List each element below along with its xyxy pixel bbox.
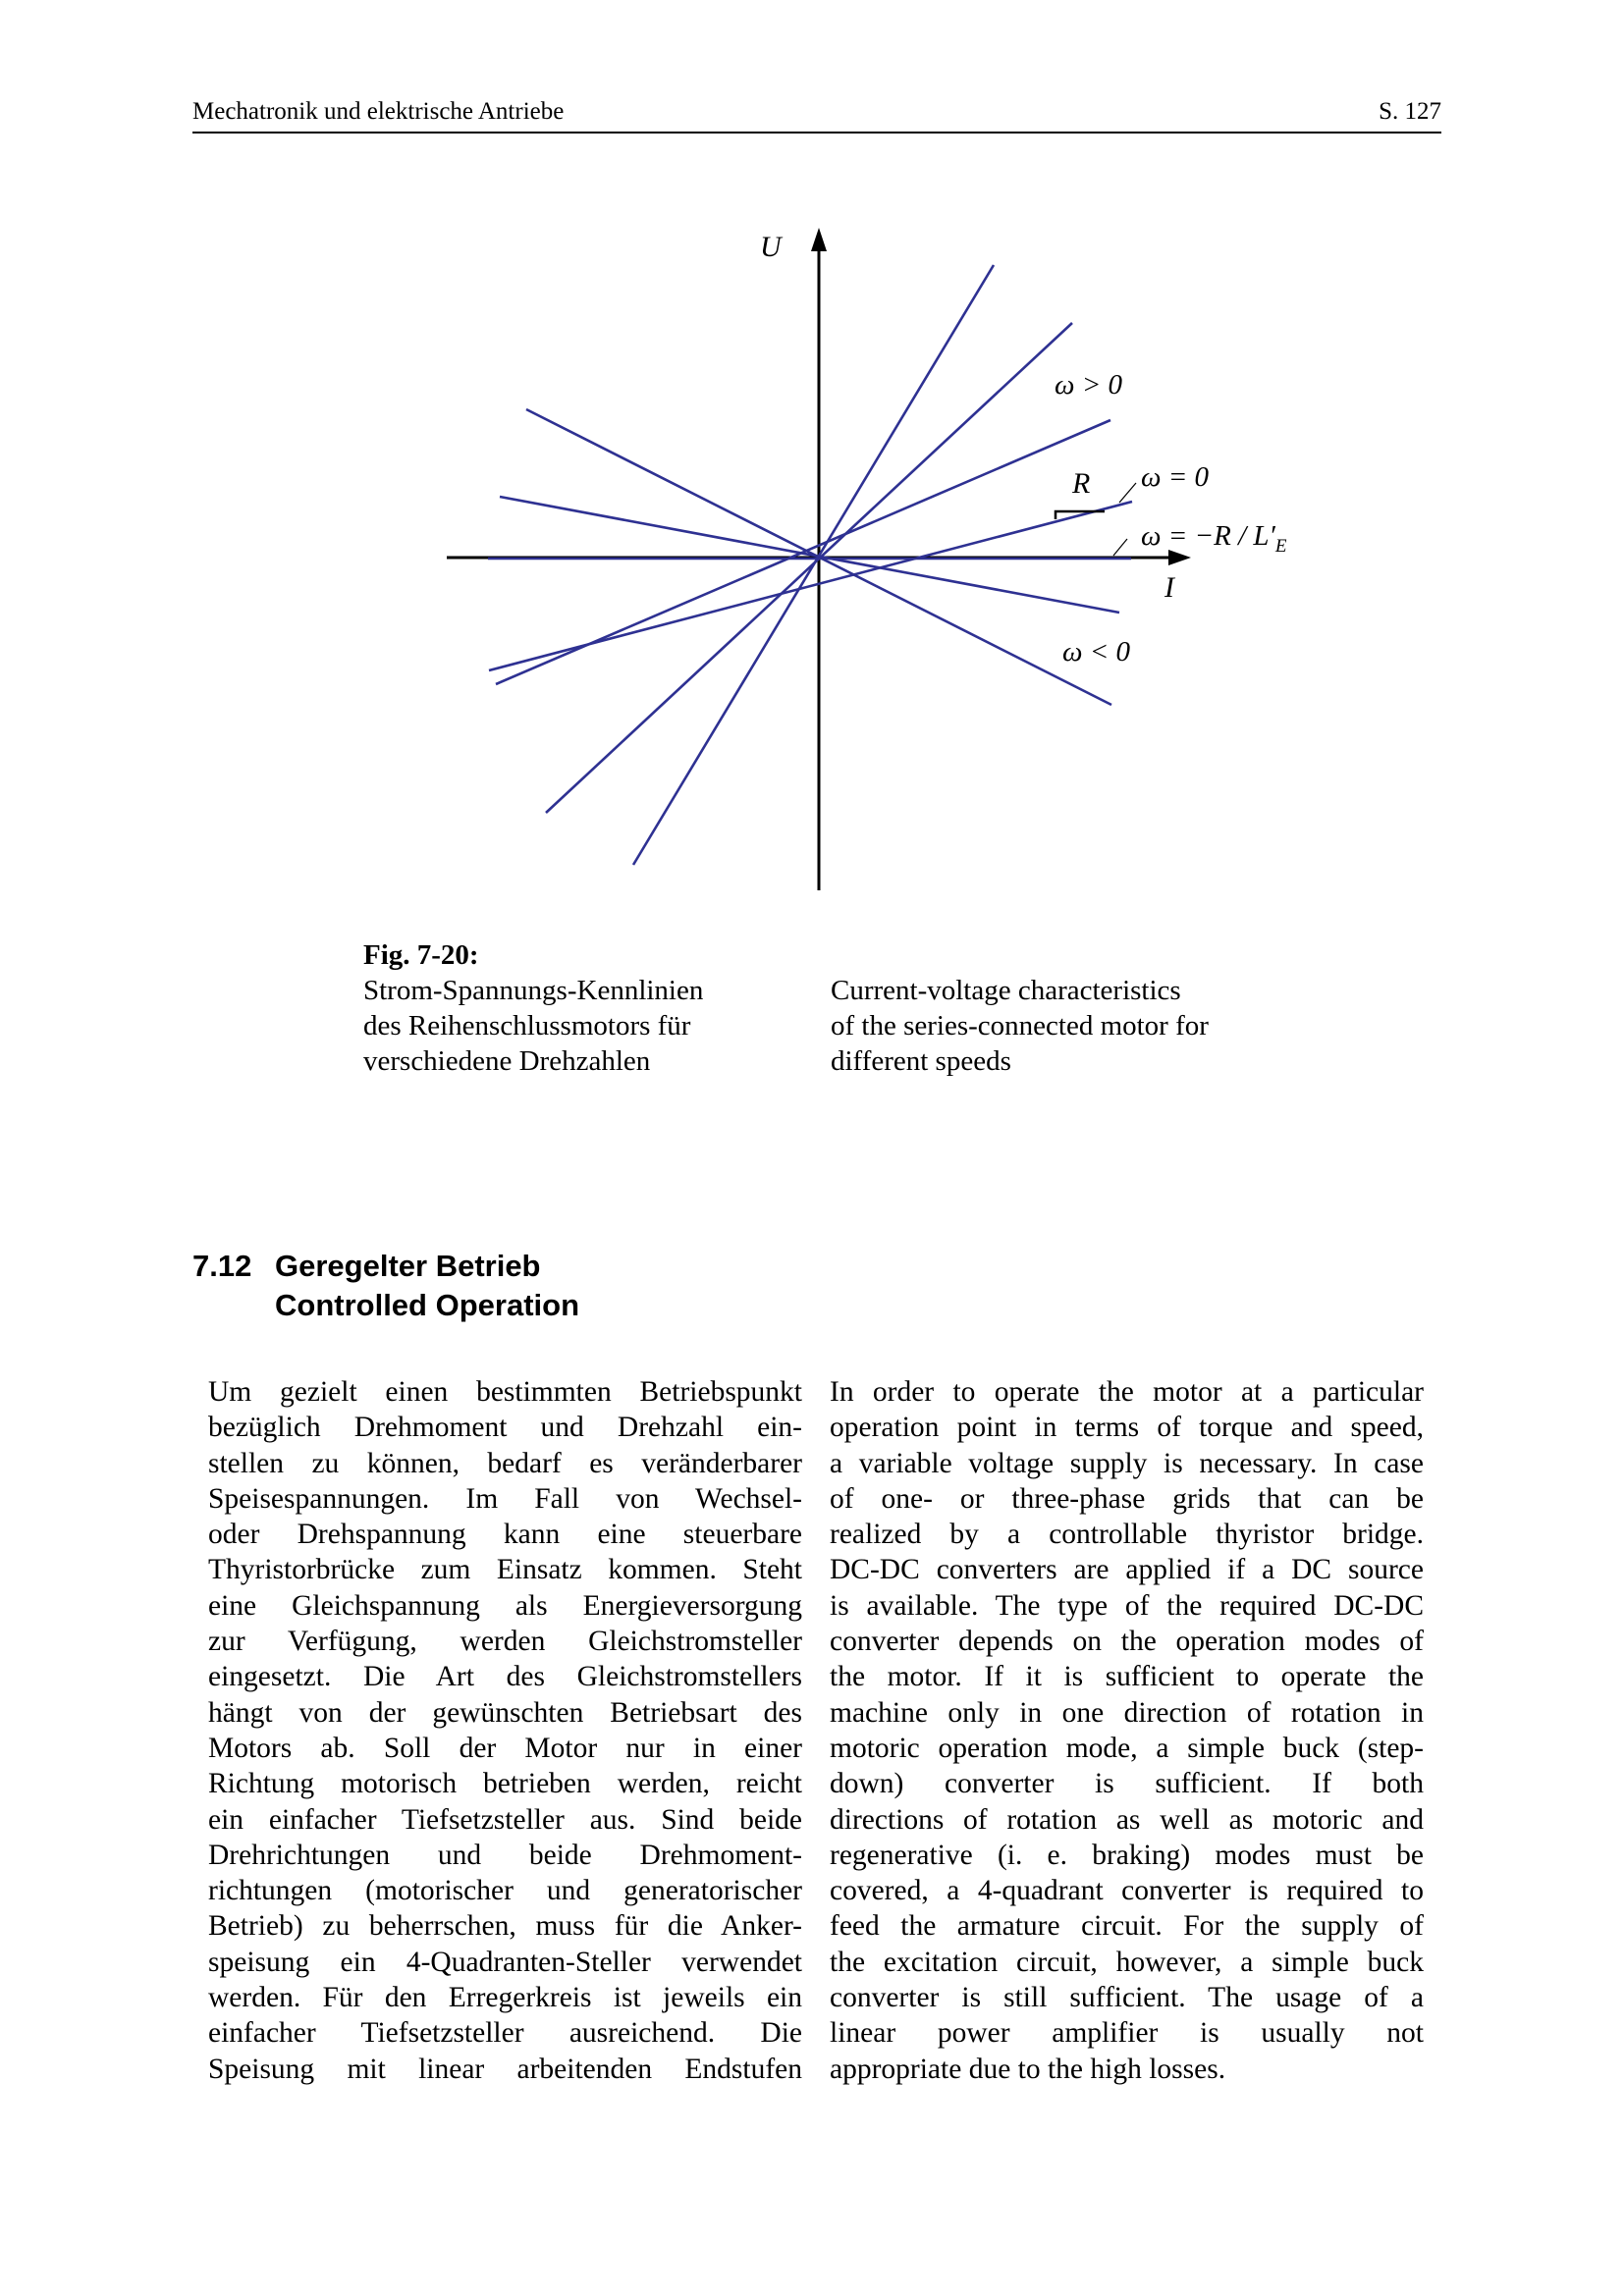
- text-line: a variable voltage supply is necessary. In case: [830, 1447, 1424, 1479]
- text-line: werden. Für den Erregerkreis ist jeweils ein: [208, 1982, 802, 2014]
- caption-en-line: different speeds: [831, 1045, 1011, 1077]
- text-line: zur Verfügung, werden Gleichstromsteller: [208, 1626, 802, 1658]
- text-line: Richtung motorisch betrieben werden, reicht: [208, 1768, 802, 1800]
- i-axis-label: I: [1164, 571, 1174, 604]
- text-line: realized by a controllable thyristor bridge.: [830, 1519, 1424, 1551]
- text-line: motoric operation mode, a simple buck (step-: [830, 1732, 1424, 1764]
- text-line: appropriate due to the high losses.: [830, 2053, 1226, 2085]
- label-omega-crit-sub: E: [1274, 535, 1287, 557]
- label-omega-crit-main: ω = −R / L′: [1141, 520, 1275, 552]
- label-r: R: [1072, 467, 1091, 500]
- text-line: oder Drehspannung kann eine steuerbare: [208, 1519, 802, 1551]
- text-line: is available. The type of the required DC-DC: [830, 1589, 1424, 1622]
- characteristic-lines: [488, 265, 1132, 865]
- text-line: feed the armature circuit. For the supply of: [830, 1910, 1424, 1943]
- text-line: richtungen (motorischer und generatorischer: [208, 1875, 802, 1907]
- text-line: stellen zu können, bedarf es veränderbarer: [208, 1447, 802, 1479]
- text-line: eine Gleichspannung als Energieversorgung: [208, 1589, 802, 1622]
- text-line: the motor. If it is sufficient to operate the: [830, 1661, 1424, 1693]
- label-omega-pos: ω > 0: [1055, 369, 1123, 400]
- text-line: bezüglich Drehmoment und Drehzahl ein-: [208, 1412, 802, 1444]
- label-omega-crit: [1141, 520, 1286, 558]
- figure-number: Fig. 7-20:: [363, 939, 479, 971]
- text-line: covered, a 4-quadrant converter is required to: [830, 1875, 1424, 1907]
- text-line: converter depends on the operation modes of: [830, 1626, 1424, 1658]
- body-text-de: [208, 1374, 802, 2087]
- text-line: converter is still sufficient. The usage of a: [830, 1982, 1424, 2014]
- text-line: Motors ab. Soll der Motor nur in einer: [208, 1732, 802, 1764]
- caption-en-line: of the series-connected motor for: [831, 1010, 1209, 1041]
- text-line: Thyristorbrücke zum Einsatz kommen. Steht: [208, 1554, 802, 1586]
- body-text-en: [830, 1374, 1424, 2087]
- text-line: regenerative (i. e. braking) modes must be: [830, 1839, 1424, 1871]
- section-title-en: Controlled Operation: [275, 1288, 579, 1322]
- text-line: Drehrichtungen und beide Drehmoment-: [208, 1839, 802, 1871]
- section-heading: [192, 1247, 579, 1325]
- text-line: Um gezielt einen bestimmten Betriebspunkt: [208, 1376, 802, 1408]
- text-line: Betrieb) zu beherrschen, muss für die Anker-: [208, 1910, 802, 1943]
- caption-de-line: des Reihenschlussmotors für: [363, 1010, 691, 1041]
- caption-de-line: Strom-Spannungs-Kennlinien: [363, 975, 704, 1006]
- text-line: directions of rotation as well as motoric and: [830, 1803, 1424, 1836]
- text-line: In order to operate the motor at a particular: [830, 1376, 1424, 1408]
- text-line: machine only in one direction of rotation in: [830, 1696, 1424, 1729]
- label-omega-zero: ω = 0: [1141, 461, 1210, 493]
- text-line: eingesetzt. Die Art des Gleichstromstellers: [208, 1661, 802, 1693]
- u-axis-label: U: [760, 231, 782, 263]
- line-omega-pos-4: [500, 497, 1119, 613]
- caption-en-line: Current-voltage characteristics: [831, 975, 1181, 1006]
- line-omega-zero: [489, 502, 1132, 670]
- line-omega-pos-2: [546, 323, 1072, 813]
- text-line: the excitation circuit, however, a simple buck: [830, 1946, 1424, 1978]
- leader-lines: [1113, 483, 1136, 556]
- u-axis-arrow-icon: [811, 228, 827, 251]
- figure-caption-en: [831, 973, 1341, 1079]
- text-line: down) converter is sufficient. If both: [830, 1768, 1424, 1800]
- figure-caption-de: [363, 937, 815, 1079]
- page-number: S. 127: [1379, 98, 1441, 125]
- caption-de-line: verschiedene Drehzahlen: [363, 1045, 651, 1077]
- text-line: speisung ein 4-Quadranten-Steller verwendet: [208, 1946, 802, 1978]
- text-line: ein einfacher Tiefsetzsteller aus. Sind beide: [208, 1803, 802, 1836]
- book-title: Mechatronik und elektrische Antriebe: [192, 98, 565, 125]
- section-title-de: Geregelter Betrieb: [275, 1249, 541, 1283]
- text-line: hängt von der gewünschten Betriebsart des: [208, 1696, 802, 1729]
- label-omega-neg: ω < 0: [1062, 636, 1131, 667]
- text-line: linear power amplifier is usually not: [830, 2017, 1424, 2050]
- current-voltage-diagram: [0, 0, 1624, 933]
- text-line: DC-DC converters are applied if a DC source: [830, 1554, 1424, 1586]
- text-line: einfacher Tiefsetzsteller ausreichend. Die: [208, 2017, 802, 2050]
- text-line: Speisespannungen. Im Fall von Wechsel-: [208, 1482, 802, 1515]
- text-line: Speisung mit linear arbeitenden Endstufen: [208, 2053, 802, 2085]
- text-line: of one- or three-phase grids that can be: [830, 1482, 1424, 1515]
- section-number: 7.12: [192, 1249, 252, 1283]
- text-line: operation point in terms of torque and speed,: [830, 1412, 1424, 1444]
